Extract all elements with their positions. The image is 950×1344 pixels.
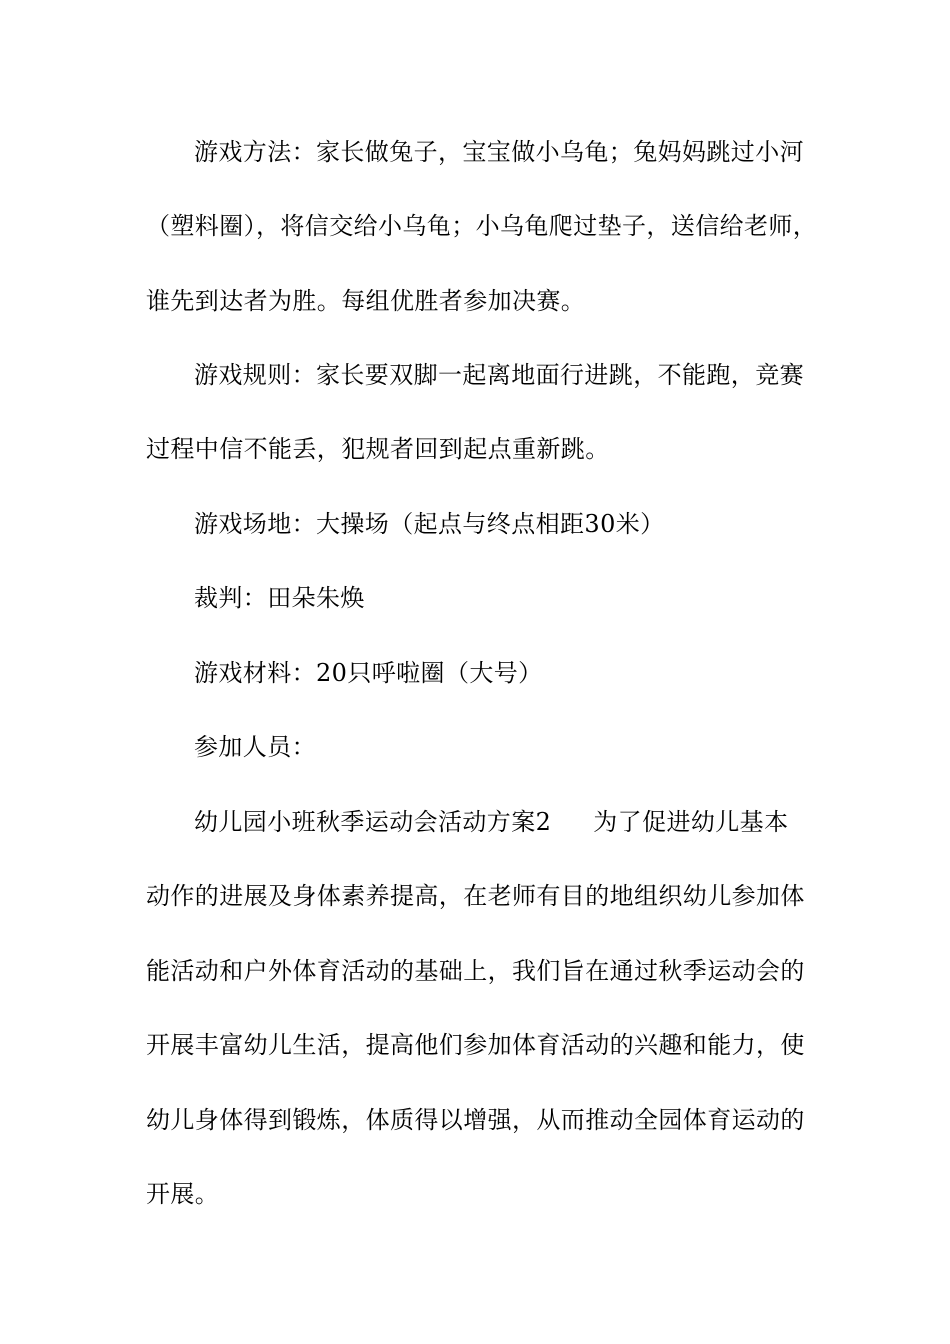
paragraph-line: 谁先到达者为胜。每组优胜者参加决赛。	[146, 287, 586, 315]
paragraph-line: 游戏场地：大操场（起点与终点相距30米）	[194, 510, 665, 538]
paragraph-line: 开展。	[146, 1180, 220, 1208]
paragraph-line: （塑料圈），将信交给小乌龟；小乌龟爬过垫子，送信给老师，	[146, 212, 818, 240]
paragraph-line: 裁判：田朵朱焕	[194, 584, 365, 612]
section-lead: 为了促进幼儿基本	[593, 808, 789, 836]
paragraph-line: 游戏规则：家长要双脚一起离地面行进跳，不能跑，竞赛	[194, 361, 804, 389]
paragraph-line: 游戏材料：20只呼啦圈（大号）	[194, 659, 543, 687]
section-heading-line	[194, 802, 806, 842]
paragraph-line: 过程中信不能丢，犯规者回到起点重新跳。	[146, 435, 610, 463]
paragraph-line: 开展丰富幼儿生活，提高他们参加体育活动的兴趣和能力，使	[146, 1031, 805, 1059]
section-title: 幼儿园小班秋季运动会活动方案2	[194, 808, 552, 836]
paragraph-line: 能活动和户外体育活动的基础上，我们旨在通过秋季运动会的	[146, 957, 805, 985]
paragraph-line: 游戏方法：家长做兔子，宝宝做小乌龟；兔妈妈跳过小河	[194, 138, 804, 166]
paragraph-line: 动作的进展及身体素养提高，在老师有目的地组织幼儿参加体	[146, 882, 805, 910]
paragraph-line: 幼儿身体得到锻炼，体质得以增强，从而推动全园体育运动的	[146, 1106, 805, 1134]
paragraph-line: 参加人员：	[194, 733, 316, 761]
